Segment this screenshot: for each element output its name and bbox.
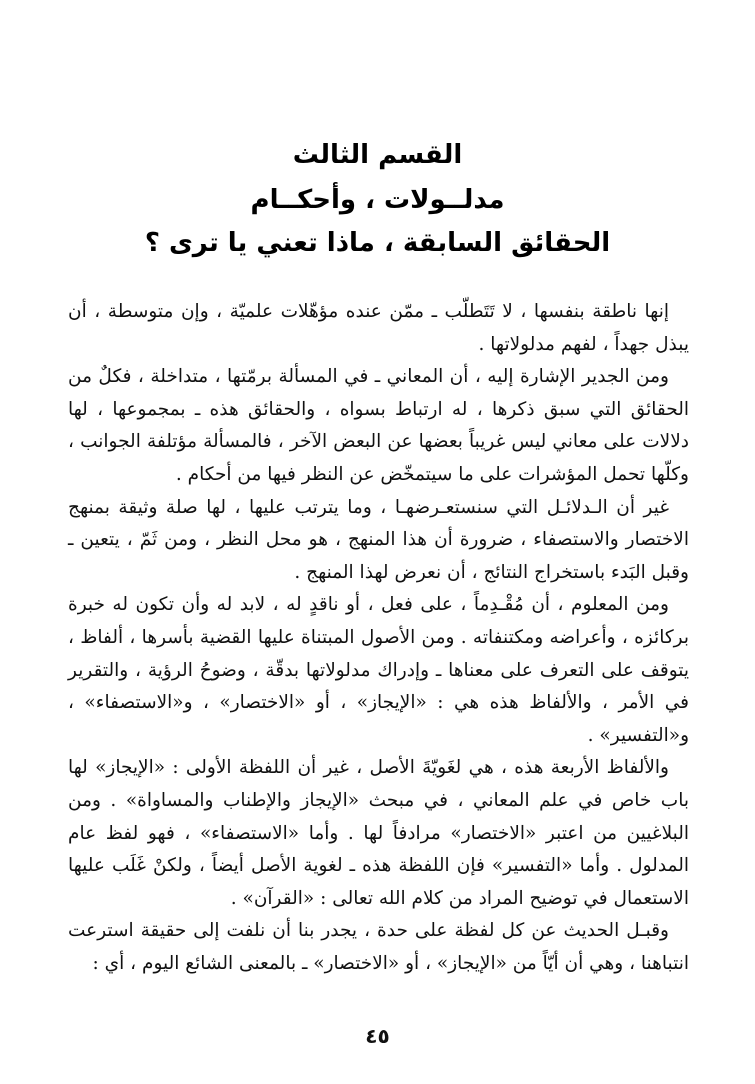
paragraph: إنها ناطقة بنفسها ، لا تَتَطلّب ـ ممّن عنده مؤهّلات علميّة ، وإن متوسطة ، أن يبذل جهداً ، لفهم مدلولاتها . bbox=[68, 301, 689, 355]
paragraph: والألفاظ الأربعة هذه ، هي لغَويّةَ الأصل ، غير أن اللفظة الأولى : «الإيجاز» لها باب خاص في علم المعاني ، في مبحث «الإيجاز والإطناب والمساواة» . ومن البلاغيين من اعتبر «الاختصار» مرادفاً لها . وأما «الاستصفاء» ، فهو لفظ عام المدلول . وأما «التفسير» فإن اللفظة هذه ـ لغوية الأصل أيضاً ، ولكنْ غَلَب عليها الاستعمال في توضيح المراد من كلام الله تعالى : «القرآن» . bbox=[68, 757, 689, 909]
body-text bbox=[68, 296, 689, 980]
section-subtitle: مدلــولات ، وأحكــام bbox=[250, 185, 505, 215]
paragraph: ومن المعلوم ، أن مُقْـدِماً ، على فعل ، أو ناقدٍ له ، لابد له وأن تكون له خبرة بركائزه ، وأعراضه ومكتنفاته . ومن الأصول المبتناة عليها القضية بأسرها ، ألفاظ ، يتوقف على التعرف على معناها ـ وإدراك مدلولاتها بدقّة ، وضوحُ الرؤية ، والتقرير في الأمر ، والألفاظ هذه هي : «الإيجاز» ، أو «الاختصار» ، و«الاستصفاء» ، و«التفسير» . bbox=[68, 594, 689, 746]
paragraph: ومن الجدير الإشارة إليه ، أن المعاني ـ في المسألة برمّتها ، متداخلة ، فكلٌ من الحقائق التي سبق ذكرها ، له ارتباط بسواه ، والحقائق هذه ـ بمجموعها ، لها دلالات على معاني ليس غريباً بعضها عن البعض الآخر ، فالمسألة مؤتلفة الجوانب ، وكلّها تحمل المؤشرات على ما سيتمخّض عن النظر فيها من أحكام . bbox=[68, 366, 689, 485]
section-title: القسم الثالث bbox=[292, 140, 463, 170]
paragraph: غير أن الـدلائـل التي سنستعـرضهـا ، وما يترتب عليها ، لها صلة وثيقة بمنهج الاختصار والاستصفاء ، ضرورة أن هذا المنهج ، هو محل النظر ، ومن ثَمّ ، يتعين ـ وقبل البَدء باستخراج النتائج ، أن نعرض لهذا المنهج . bbox=[68, 496, 689, 583]
page-number: ٤٥ bbox=[365, 1024, 390, 1048]
section-question: الحقائق السابقة ، ماذا تعني يا ترى ؟ bbox=[144, 228, 611, 258]
paragraph: وقبـل الحديث عن كل لفظة على حدة ، يجدر بنا أن نلفت إلى حقيقة استرعت انتباهنا ، وهي أن أيّاً من «الإيجاز» ، أو «الاختصار» ـ بالمعنى الشائع اليوم ، أي : bbox=[68, 920, 689, 974]
